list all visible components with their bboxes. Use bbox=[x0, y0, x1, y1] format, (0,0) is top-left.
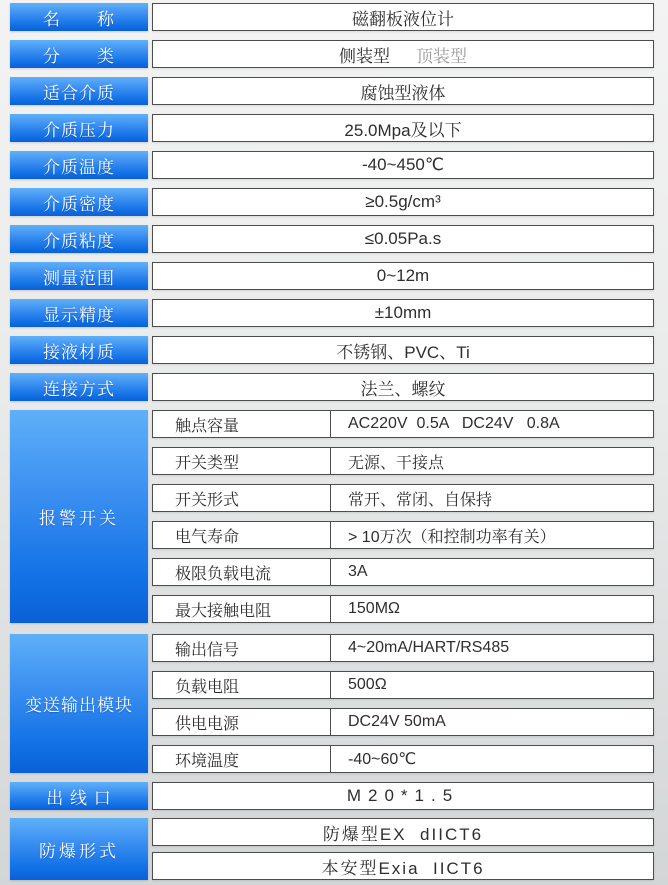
sub-label-power-supply: 供电电源 bbox=[153, 709, 331, 735]
transmitter-module-rows bbox=[152, 634, 654, 773]
alarm-switch-group bbox=[10, 410, 654, 623]
sub-label-max-contact-resistance: 最大接触电阻 bbox=[153, 596, 331, 622]
explosion-proof-rows bbox=[152, 818, 654, 880]
spec-row-category bbox=[10, 40, 654, 68]
row-value-viscosity: ≤0.05Pa.s bbox=[152, 225, 654, 253]
spec-row-wetted-material bbox=[10, 336, 654, 364]
explosion-proof-value-exia: 本安型Exia IICT6 bbox=[152, 852, 654, 880]
sub-label-switch-type: 开关类型 bbox=[153, 448, 331, 474]
sub-value-limit-load-current: 3A bbox=[348, 563, 368, 580]
table-row bbox=[152, 410, 654, 438]
sub-label-ambient-temperature: 环境温度 bbox=[153, 746, 331, 772]
row-label-density: 介质密度 bbox=[10, 188, 148, 216]
spec-row-pressure bbox=[10, 114, 654, 142]
table-row bbox=[152, 634, 654, 662]
row-value-density: ≥0.5g/cm³ bbox=[152, 188, 654, 216]
sub-value-output-signal: 4~20mA/HART/RS485 bbox=[348, 639, 510, 656]
row-label-name: 名 称 bbox=[10, 3, 148, 31]
table-row bbox=[152, 521, 654, 549]
sub-label-load-resistance: 负载电阻 bbox=[153, 672, 331, 698]
sub-label-contact-capacity: 触点容量 bbox=[153, 411, 331, 437]
sub-value-ambient-temperature: -40~60℃ bbox=[348, 751, 417, 768]
alarm-switch-rows bbox=[152, 410, 654, 623]
row-label-range: 测量范围 bbox=[10, 262, 148, 290]
category-top-mounted: 顶装型 bbox=[416, 46, 467, 66]
row-value-medium: 腐蚀型液体 bbox=[152, 77, 654, 105]
sub-value-electrical-life: > 10万次（和控制功率有关） bbox=[348, 528, 556, 546]
sub-label-switch-form: 开关形式 bbox=[153, 485, 331, 511]
row-label-viscosity: 介质粘度 bbox=[10, 225, 148, 253]
sub-value-switch-type: 无源、干接点 bbox=[348, 454, 445, 472]
explosion-proof-group bbox=[10, 818, 654, 880]
table-row bbox=[152, 595, 654, 623]
row-value-connection: 法兰、螺纹 bbox=[152, 373, 654, 401]
row-value-range: 0~12m bbox=[152, 262, 654, 290]
category-side-mounted: 侧装型 bbox=[339, 46, 390, 66]
spec-row-viscosity bbox=[10, 225, 654, 253]
spec-row-accuracy bbox=[10, 299, 654, 327]
table-row bbox=[152, 558, 654, 586]
table-row bbox=[152, 447, 654, 475]
sub-value-power-supply: DC24V 50mA bbox=[348, 713, 446, 730]
table-row bbox=[152, 745, 654, 773]
sub-label-electrical-life: 电气寿命 bbox=[153, 522, 331, 548]
explosion-proof-value-ex: 防爆型EX dIICT6 bbox=[152, 818, 654, 846]
sub-value-contact-capacity: AC220V 0.5A DC24V 0.8A bbox=[348, 415, 560, 432]
row-value-temperature: -40~450℃ bbox=[152, 151, 654, 179]
row-value-category bbox=[152, 40, 654, 68]
row-label-cable-outlet: 出 线 口 bbox=[10, 782, 148, 810]
row-value-name: 磁翻板液位计 bbox=[152, 3, 654, 31]
spec-row-cable-outlet bbox=[10, 782, 654, 810]
row-label-medium: 适合介质 bbox=[10, 77, 148, 105]
sub-value-load-resistance: 500Ω bbox=[348, 676, 387, 693]
row-label-pressure: 介质压力 bbox=[10, 114, 148, 142]
row-label-wetted-material: 接液材质 bbox=[10, 336, 148, 364]
transmitter-module-label: 变送输出模块 bbox=[10, 634, 148, 773]
table-row bbox=[152, 671, 654, 699]
transmitter-module-group bbox=[10, 634, 654, 773]
row-label-temperature: 介质温度 bbox=[10, 151, 148, 179]
sub-label-limit-load-current: 极限负载电流 bbox=[153, 559, 331, 585]
sub-label-output-signal: 输出信号 bbox=[153, 635, 331, 661]
explosion-proof-label: 防爆形式 bbox=[10, 818, 148, 880]
row-label-connection: 连接方式 bbox=[10, 373, 148, 401]
spec-row-range bbox=[10, 262, 654, 290]
spec-row-medium bbox=[10, 77, 654, 105]
spec-row-connection bbox=[10, 373, 654, 401]
spec-row-temperature bbox=[10, 151, 654, 179]
table-row bbox=[152, 484, 654, 512]
sub-value-max-contact-resistance: 150MΩ bbox=[348, 600, 400, 617]
spec-row-density bbox=[10, 188, 654, 216]
sub-value-switch-form: 常开、常闭、自保持 bbox=[348, 491, 493, 509]
row-label-accuracy: 显示精度 bbox=[10, 299, 148, 327]
row-value-pressure: 25.0Mpa及以下 bbox=[152, 114, 654, 142]
alarm-switch-label: 报警开关 bbox=[10, 410, 148, 623]
row-value-wetted-material: 不锈钢、PVC、Ti bbox=[152, 336, 654, 364]
row-value-cable-outlet: M20*1.5 bbox=[152, 782, 654, 810]
table-row bbox=[152, 708, 654, 736]
row-label-category: 分 类 bbox=[10, 40, 148, 68]
row-value-accuracy: ±10mm bbox=[152, 299, 654, 327]
spec-row-name bbox=[10, 3, 654, 31]
